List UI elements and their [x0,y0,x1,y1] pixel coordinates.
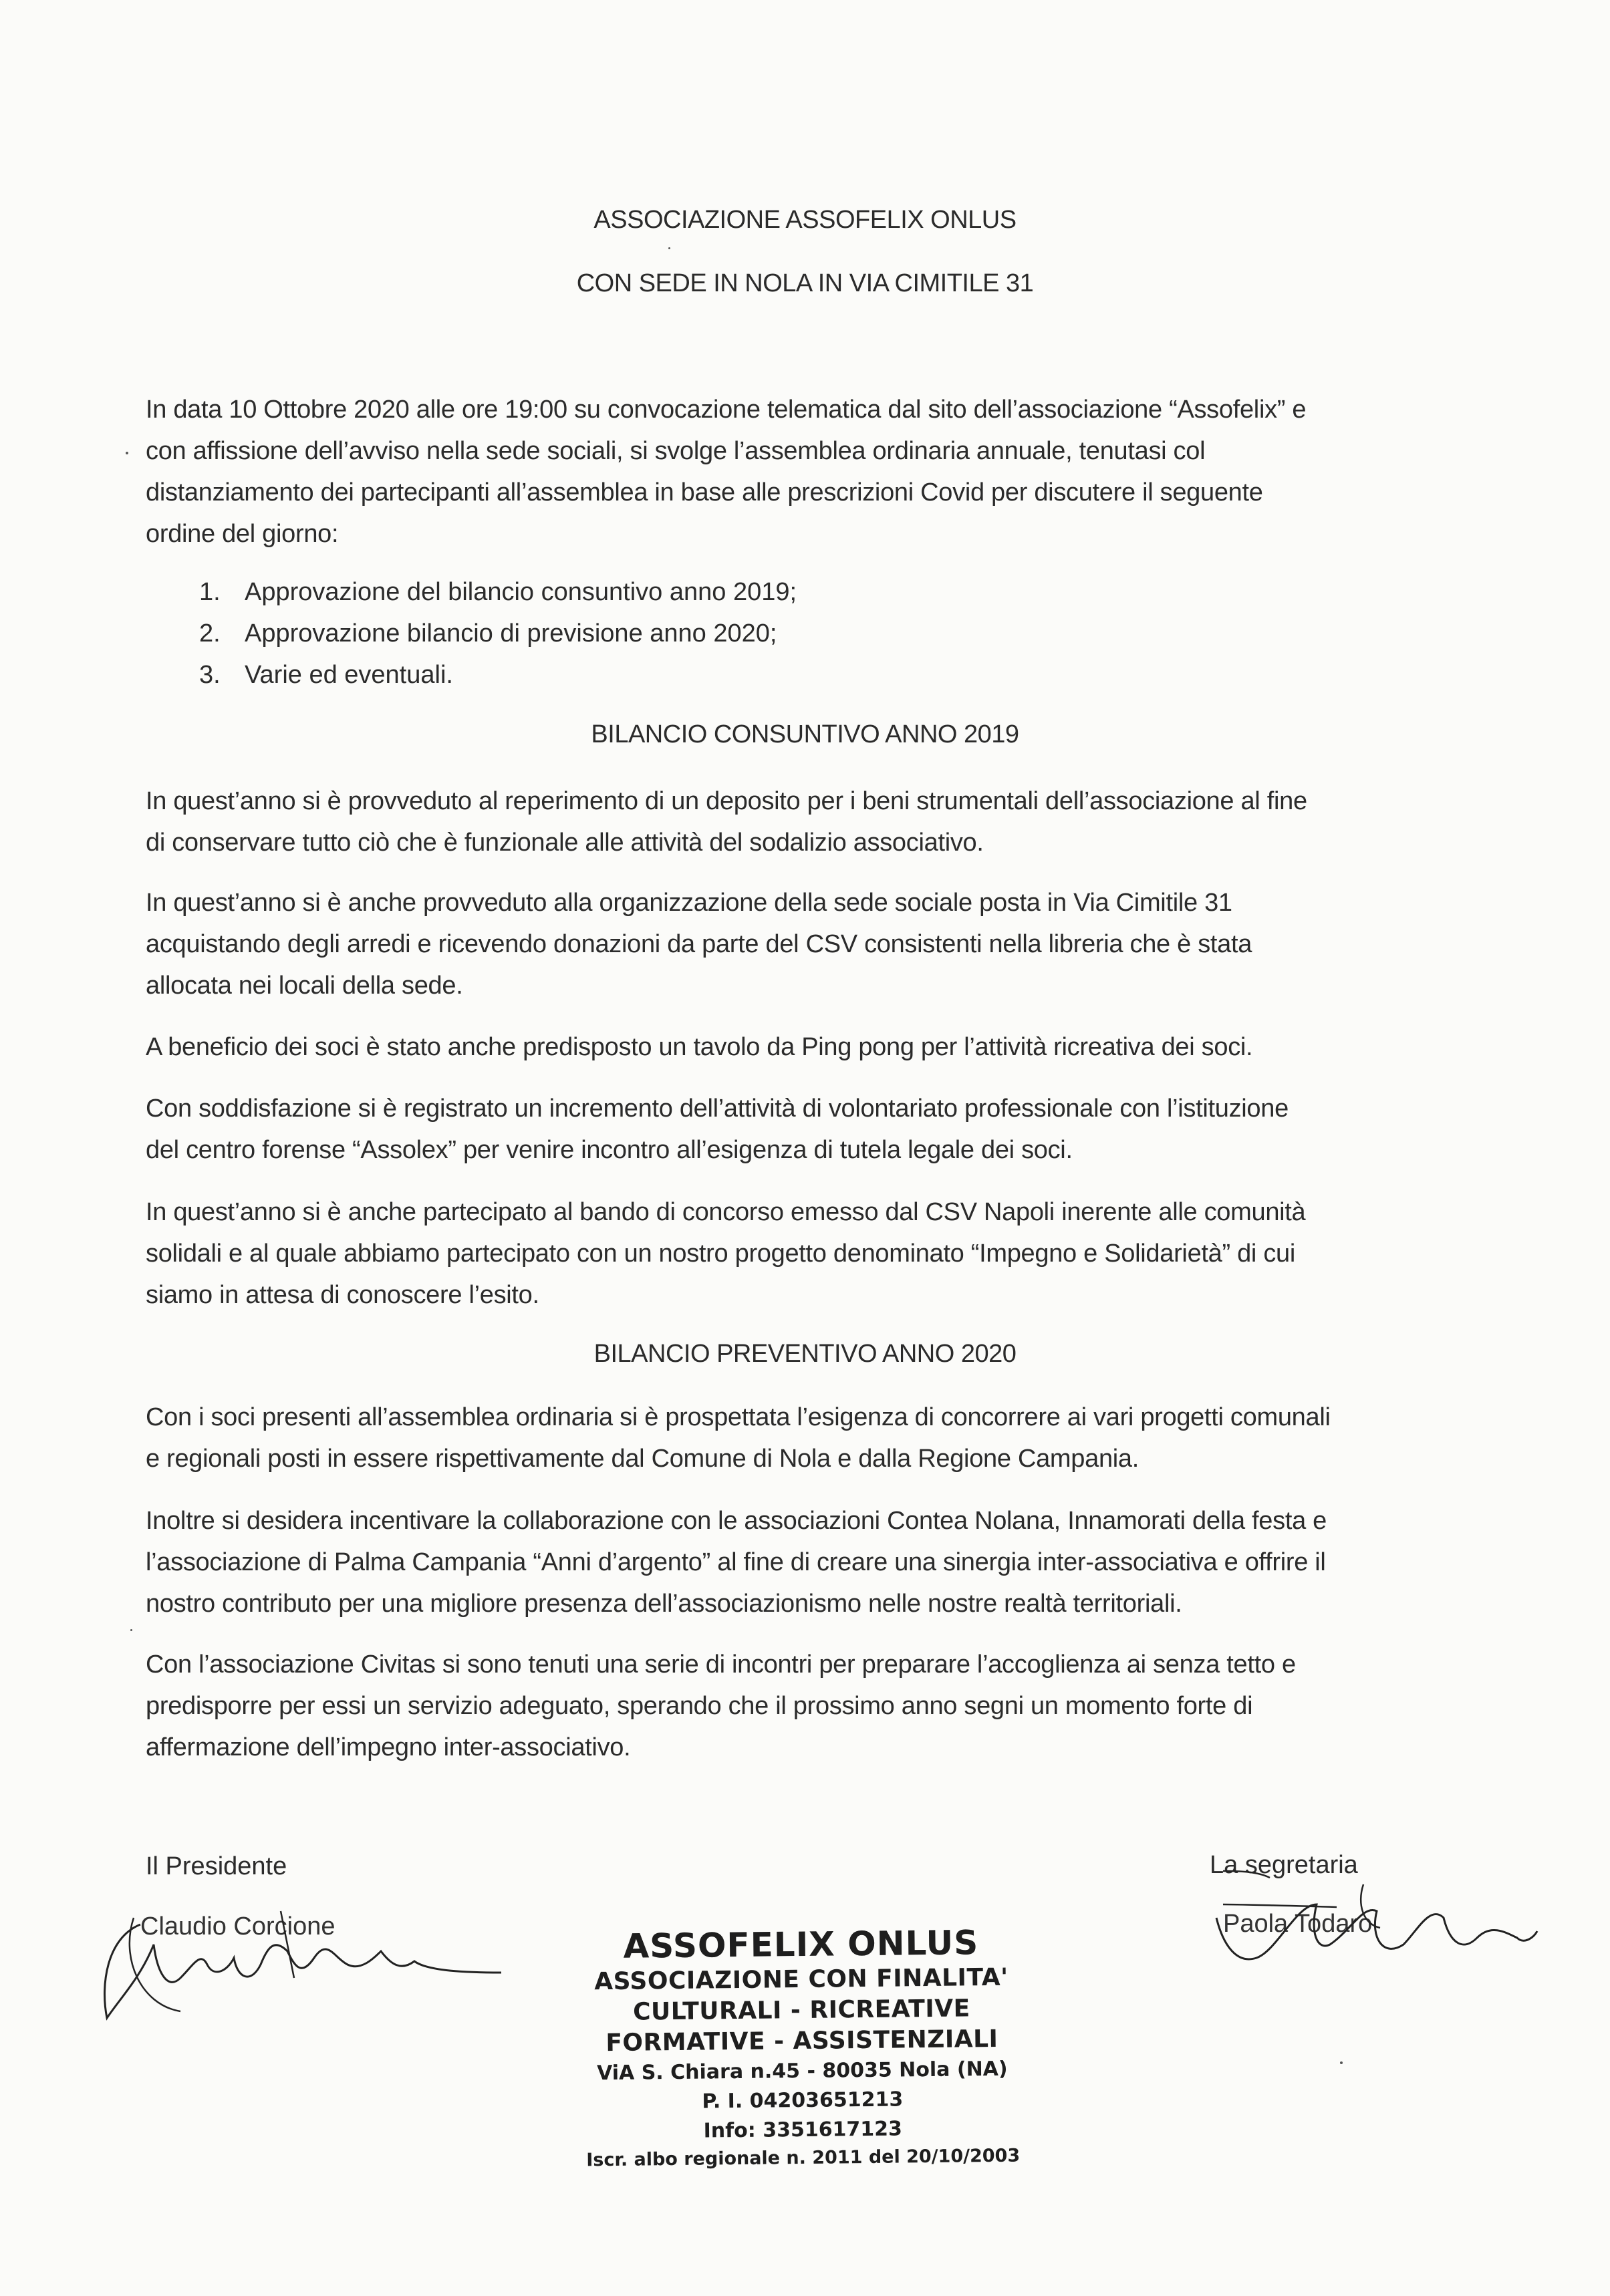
scan-speck [1340,2061,1343,2064]
agenda-list [199,571,797,696]
list-item [199,654,797,696]
stamp-line: CULTURALI - RICREATIVE [632,1995,970,2026]
paragraph-line: In quest’anno si è anche provveduto alla organizzazione della sede sociale posta in Via Cimitile 31 [146,889,1232,917]
list-text: Varie ed eventuali. [245,661,453,689]
scan-speck [130,1629,132,1631]
scan-speck [668,247,670,249]
paragraph-line: e regionali posti in essere rispettivamente dal Comune di Nola e dalla Regione Campania. [146,1445,1139,1473]
secretary-label: La segretaria [1210,1851,1358,1879]
paragraph [146,780,1476,863]
document-subtitle: CON SEDE IN NOLA IN VIA CIMITILE 31 [576,269,1034,297]
section-heading-2020: BILANCIO PREVENTIVO ANNO 2020 [593,1340,1017,1368]
stamp-line: Iscr. albo regionale n. 2011 del 20/10/2003 [586,2145,1021,2171]
paragraph-line: del centro forense “Assolex” per venire incontro all’esigenza di tutela legale dei soci. [146,1136,1073,1164]
paragraph [146,1500,1476,1624]
paragraph-line: predisporre per essi un servizio adeguato, sperando che il prossimo anno segni un momento forte di [146,1692,1253,1720]
stamp-line: ASSOCIAZIONE CON FINALITA' [594,1963,1009,1996]
paragraph [146,1191,1476,1316]
list-text: Approvazione del bilancio consuntivo anno 2019; [245,578,797,606]
stamp-line: ViA S. Chiara n.45 - 80035 Nola (NA) [596,2057,1008,2086]
paragraph-line: nostro contributo per una migliore presenza dell’associazionismo nelle nostre realtà territoriali. [146,1590,1182,1618]
paragraph-line: Con l’associazione Civitas si sono tenuti una serie di incontri per preparare l’accoglienza ai senza tetto e [146,1651,1296,1679]
scan-speck [126,452,128,454]
list-number: 1. [199,578,221,606]
paragraph-line: siamo in attesa di conoscere l’esito. [146,1281,539,1309]
secretary-name: Paola Todaro [1223,1910,1373,1938]
paragraph [146,1644,1476,1768]
paragraph-line: In quest’anno si è provveduto al reperimento di un deposito per i beni strumentali dell’associazione al fine [146,787,1307,815]
paragraph [146,1397,1476,1479]
president-label: Il Presidente [146,1852,287,1880]
paragraph-line: di conservare tutto ciò che è funzionale alle attività del sodalizio associativo. [146,829,984,857]
paragraph-line: Con soddisfazione si è registrato un incremento dell’attività di volontariato professionale con l’istituzione [146,1095,1289,1123]
intro-line: con affissione dell’avviso nella sede sociali, si svolge l’assemblea ordinaria annuale, tenutasi col [146,437,1206,465]
stamp-line: FORMATIVE - ASSISTENZIALI [606,2025,998,2057]
paragraph [146,882,1476,1006]
paragraph-line: allocata nei locali della sede. [146,972,463,1000]
paragraph [146,1026,1476,1068]
paragraph-line: solidali e al quale abbiamo partecipato con un nostro progetto denominato “Impegno e Solidarietà” di cui [146,1240,1296,1268]
intro-line: ordine del giorno: [146,520,339,548]
intro-line: distanziamento dei partecipanti all’assemblea in base alle prescrizioni Covid per discutere il seguente [146,478,1263,507]
stamp-line: Info: 3351617123 [703,2117,903,2143]
president-name: Claudio Corcione [140,1912,336,1941]
list-text: Approvazione bilancio di previsione anno 2020; [245,619,777,648]
association-stamp [520,1922,1084,2175]
secretary-signature [1196,1864,1544,1998]
document-title: ASSOCIAZIONE ASSOFELIX ONLUS [593,206,1017,234]
section-heading-2019: BILANCIO CONSUNTIVO ANNO 2019 [591,720,1019,748]
stamp-line: P. I. 04203651213 [702,2088,904,2114]
paragraph-line: affermazione dell’impegno inter-associativo. [146,1733,631,1761]
list-number: 3. [199,661,221,689]
paragraph [146,1088,1476,1171]
list-item [199,571,797,613]
paragraph-line: l’associazione di Palma Campania “Anni d’argento” al fine di creare una sinergia inter-associativa e offrire il [146,1548,1326,1576]
paragraph-line: In quest’anno si è anche partecipato al bando di concorso emesso dal CSV Napoli inerente alle comunità [146,1198,1306,1226]
stamp-line: ASSOFELIX ONLUS [623,1923,979,1966]
list-item [199,613,797,654]
paragraph-line: acquistando degli arredi e ricevendo donazioni da parte del CSV consistenti nella libreria che è stata [146,930,1252,958]
intro-paragraph [146,389,1476,555]
paragraph-line: Con i soci presenti all’assemblea ordinaria si è prospettata l’esigenza di concorrere ai vari progetti comunali [146,1403,1331,1431]
paragraph-line: Inoltre si desidera incentivare la collaborazione con le associazioni Contea Nolana, Innamorati della festa e [146,1507,1327,1535]
intro-line: In data 10 Ottobre 2020 alle ore 19:00 su convocazione telematica dal sito dell’associazione “Assofelix” e [146,396,1307,424]
list-number: 2. [199,619,221,648]
paragraph-line: A beneficio dei soci è stato anche predisposto un tavolo da Ping pong per l’attività ricreativa dei soci. [146,1033,1253,1061]
president-signature [94,1898,521,2038]
